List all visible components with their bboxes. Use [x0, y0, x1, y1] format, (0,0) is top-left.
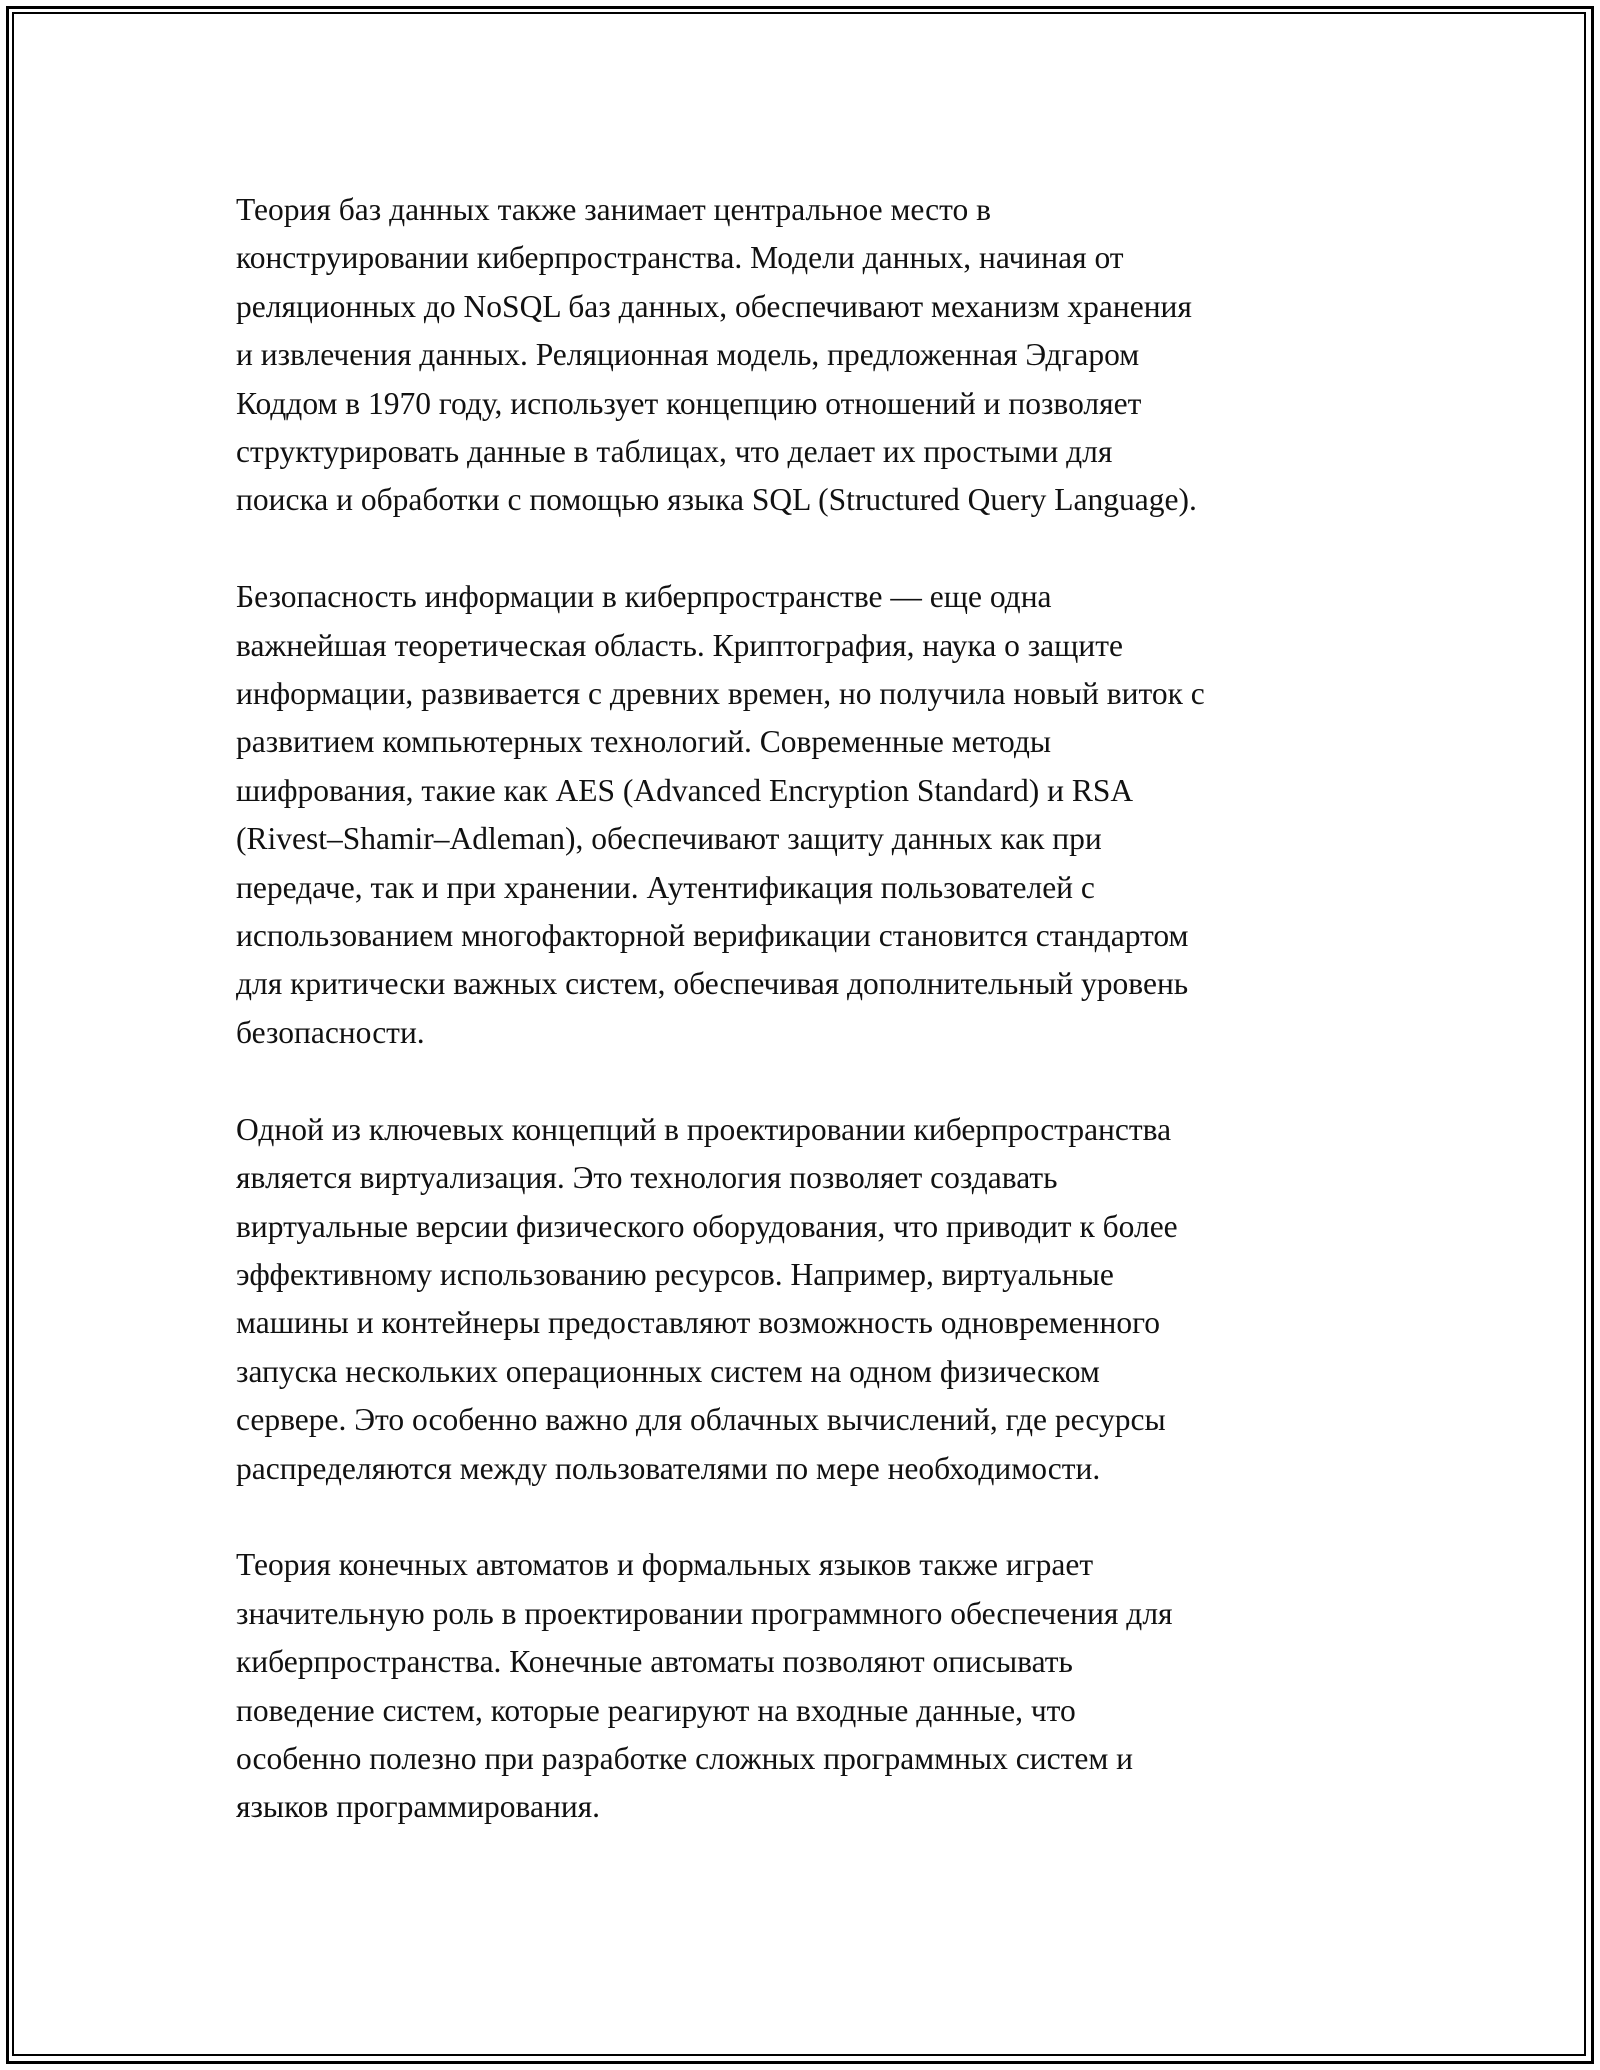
- text-line: особенно полезно при разработке сложных программных систем и: [236, 1740, 1133, 1776]
- text-line: передаче, так и при хранении. Аутентификация пользователей с: [236, 869, 1095, 905]
- text-line: Теория баз данных также занимает центральное место в: [236, 192, 992, 227]
- text-line: и извлечения данных. Реляционная модель, предложенная Эдгаром: [236, 337, 1140, 373]
- document-body: [236, 186, 1376, 1832]
- text-line: Коддом в 1970 году, использует концепцию отношений и позволяет: [236, 385, 1142, 421]
- paragraph-security: [236, 573, 1376, 1057]
- text-line: развитием компьютерных технологий. Современные методы: [236, 724, 1052, 760]
- text-line: поиска и обработки с помощью языка SQL (Structured Query Language).: [236, 482, 1197, 518]
- text-line: структурировать данные в таблицах, что делает их простыми для: [236, 434, 1113, 470]
- text-line: является виртуализация. Это технология позволяет создавать: [236, 1160, 1058, 1196]
- text-line: Безопасность информации в киберпространстве — еще одна: [236, 579, 1052, 615]
- text-line: машины и контейнеры предоставляют возможность одновременного: [236, 1305, 1161, 1341]
- text-line: для критически важных систем, обеспечивая дополнительный уровень: [236, 966, 1189, 1002]
- text-line: конструировании киберпространства. Модели данных, начиная от: [236, 240, 1124, 276]
- text-line: значительную роль в проектировании программного обеспечения для: [236, 1595, 1173, 1631]
- text-line: использованием многофакторной верификации становится стандартом: [236, 918, 1189, 954]
- text-line: киберпространства. Конечные автоматы позволяют описывать: [236, 1644, 1073, 1680]
- text-line: распределяются между пользователями по мере необходимости.: [236, 1450, 1101, 1486]
- text-line: поведение систем, которые реагируют на входные данные, что: [236, 1692, 1076, 1728]
- paragraph-databases: [236, 186, 1376, 525]
- text-line: шифрования, такие как AES (Advanced Encryption Standard) и RSA: [236, 772, 1134, 808]
- text-line: языков программирования.: [236, 1789, 601, 1825]
- text-line: запуска нескольких операционных систем на одном физическом: [236, 1353, 1100, 1389]
- text-line: информации, развивается с древних времен, но получила новый виток с: [236, 676, 1205, 712]
- paragraph-virtualization: [236, 1106, 1376, 1493]
- text-line: безопасности.: [236, 1014, 425, 1050]
- text-line: сервере. Это особенно важно для облачных вычислений, где ресурсы: [236, 1402, 1166, 1438]
- text-line: реляционных до NoSQL баз данных, обеспечивают механизм хранения: [236, 288, 1192, 324]
- text-line: виртуальные версии физического оборудования, что приводит к более: [236, 1208, 1178, 1244]
- text-line: Теория конечных автоматов и формальных языков также играет: [236, 1547, 1094, 1583]
- text-line: важнейшая теоретическая область. Криптография, наука о защите: [236, 627, 1123, 663]
- text-line: (Rivest–Shamir–Adleman), обеспечивают защиту данных как при: [236, 821, 1102, 857]
- paragraph-automata: [236, 1541, 1376, 1831]
- text-line: Одной из ключевых концепций в проектировании киберпространства: [236, 1111, 1172, 1147]
- text-line: эффективному использованию ресурсов. Например, виртуальные: [236, 1256, 1114, 1292]
